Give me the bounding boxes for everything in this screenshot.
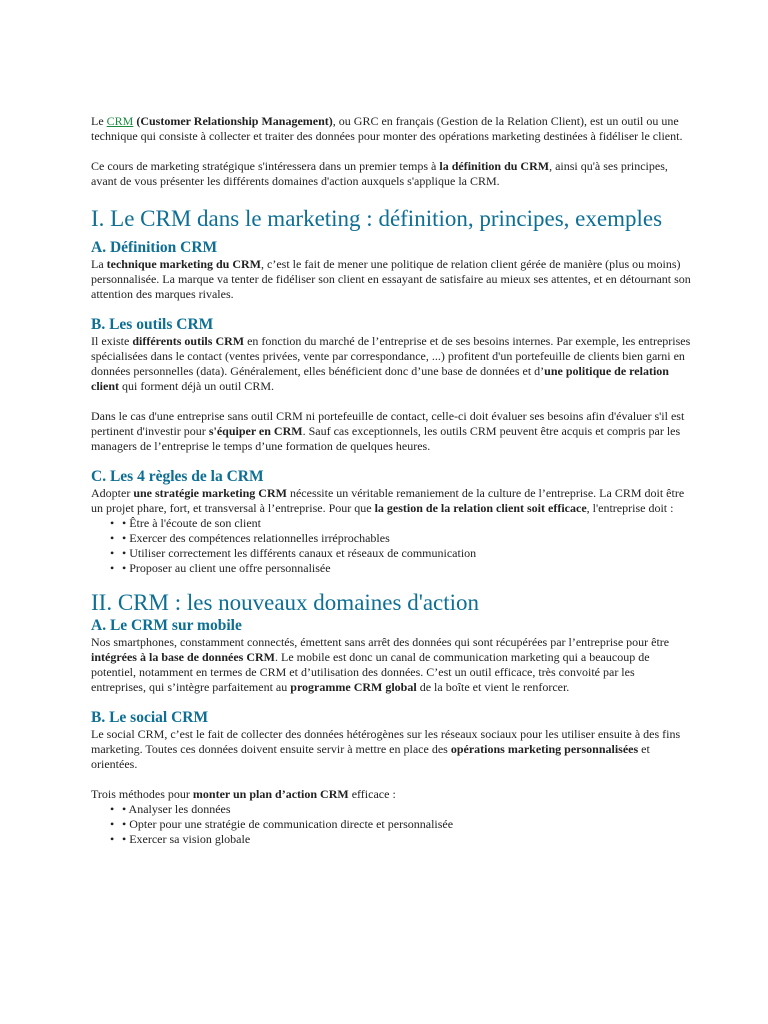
section-2a-heading: A. Le CRM sur mobile xyxy=(91,617,242,634)
text-run: nécessite un véritable remaniement de la culture de l’entreprise. La CRM doit être un projet phare, fort, et transversal à l’entreprise. Pour que xyxy=(91,486,685,515)
document-body xyxy=(91,114,691,847)
bold-run: opérations marketing personnalisées xyxy=(450,742,639,756)
section-1c-paragraph xyxy=(91,486,691,516)
text-run: Il existe xyxy=(91,334,133,348)
text-run: , l'entreprise doit : xyxy=(586,501,674,515)
section-1b-paragraph-1 xyxy=(91,334,691,394)
text-run: Le xyxy=(91,114,107,128)
bold-run: technique marketing du CRM xyxy=(106,257,261,271)
text-run: de la boîte et vient le renforcer. xyxy=(416,680,570,694)
bold-run: la gestion de la relation client soit efficace xyxy=(374,501,587,515)
section-1b-heading: B. Les outils CRM xyxy=(91,316,214,333)
text-run: qui forment déjà un outil CRM. xyxy=(119,379,274,393)
bold-run: une politique de relation client xyxy=(91,364,669,393)
text-run: et orientées. xyxy=(91,742,650,771)
list-item: • • Proposer au client une offre personnalisée xyxy=(122,561,691,576)
list-item: • • Analyser les données xyxy=(122,802,691,817)
text-run: . Le mobile est donc un canal de communication marketing qui a beaucoup de potentiel, notamment en termes de CRM et d’utilisation des données. C’est un outil efficace, très convoité par les entreprises, qui s’intègre parfaitement au xyxy=(91,650,650,694)
bold-run: une stratégie marketing CRM xyxy=(133,486,287,500)
section-2b-paragraph-1 xyxy=(91,727,691,772)
text-run: Nos smartphones, constamment connectés, émettent sans arrêt des données qui sont récupérées par l’entreprise pour être xyxy=(91,635,670,649)
list-item: • • Utiliser correctement les différents canaux et réseaux de communication xyxy=(122,546,691,561)
text-run: Adopter xyxy=(91,486,134,500)
list-item: • • Être à l'écoute de son client xyxy=(122,516,691,531)
list-item: • • Exercer des compétences relationnelles irréprochables xyxy=(122,531,691,546)
section-2b-heading: B. Le social CRM xyxy=(91,709,209,726)
crm-link[interactable]: CRM xyxy=(106,114,134,128)
section-1a-heading: A. Définition CRM xyxy=(91,239,218,256)
text-run: en fonction du marché de l’entreprise et de ses besoins internes. Par exemple, les entreprises spécialisées dans le contact (ventes privées, vente par correspondance, ...) profitent d'un portefeuille de clients bien garni en données personnelles (data). Généralement, elles bénéficient donc d’une base de données et d’ xyxy=(91,334,691,378)
section-1b-paragraph-2 xyxy=(91,409,691,454)
text-run: . Sauf cas exceptionnels, les outils CRM peuvent être acquis et compris par les managers de l’entreprise le temps d’une formation de quelques heures. xyxy=(91,424,681,453)
section-2b-paragraph-2 xyxy=(91,787,691,802)
intro-paragraph-2 xyxy=(91,159,691,189)
text-run: , ainsi qu'à ses principes, avant de vous présenter les différents domaines d'action auxquels s'applique la CRM. xyxy=(91,159,668,188)
crm-rules-list xyxy=(91,516,691,576)
bold-run: s'équiper en CRM xyxy=(208,424,303,438)
list-item: • • Opter pour une stratégie de communication directe et personnalisée xyxy=(122,817,691,832)
bold-run: monter un plan d’action CRM xyxy=(192,787,349,801)
bold-run: (Customer Relationship Management) xyxy=(136,114,333,128)
text-run: Trois méthodes pour xyxy=(91,787,193,801)
text-run: efficace : xyxy=(348,787,396,801)
section-2-heading: II. CRM : les nouveaux domaines d'action xyxy=(91,590,480,615)
section-2a-paragraph xyxy=(91,635,691,695)
section-1-heading: I. Le CRM dans le marketing : définition, principes, exemples xyxy=(91,206,663,231)
list-item: • • Exercer sa vision globale xyxy=(122,832,691,847)
section-1c-heading: C. Les 4 règles de la CRM xyxy=(91,468,264,485)
text-run: La xyxy=(91,257,107,271)
intro-paragraph-1 xyxy=(91,114,691,144)
text-run: Dans le cas d'une entreprise sans outil CRM ni portefeuille de contact, celle-ci doit évaluer ses besoins afin d'évaluer s'il est pertinent d'investir pour xyxy=(91,409,685,438)
text-run: Le social CRM, c’est le fait de collecter des données hétérogènes sur les réseaux sociaux pour les utiliser ensuite à des fins marketing. Toutes ces données doivent ensuite servir à mettre en place des xyxy=(91,727,681,756)
bold-run: la définition du CRM xyxy=(439,159,550,173)
section-1a-paragraph xyxy=(91,257,691,302)
crm-methods-list xyxy=(91,802,691,847)
bold-run: différents outils CRM xyxy=(132,334,245,348)
bold-run: intégrées à la base de données CRM xyxy=(91,650,275,664)
bold-run: programme CRM global xyxy=(290,680,417,694)
text-run: , c’est le fait de mener une politique de relation client gérée de manière (plus ou moins) personnalisée. La marque va tenter de fidéliser son client en essayant de satisfaire au mieux ses attentes, et en détournant son attention des marques rivales. xyxy=(91,257,691,301)
text-run: Ce cours de marketing stratégique s'intéressera dans un premier temps à xyxy=(91,159,440,173)
text-run: , ou GRC en français (Gestion de la Relation Client), est un outil ou une technique qui consiste à collecter et traiter des données pour monter des opérations marketing destinées à fidéliser le client. xyxy=(91,114,683,143)
